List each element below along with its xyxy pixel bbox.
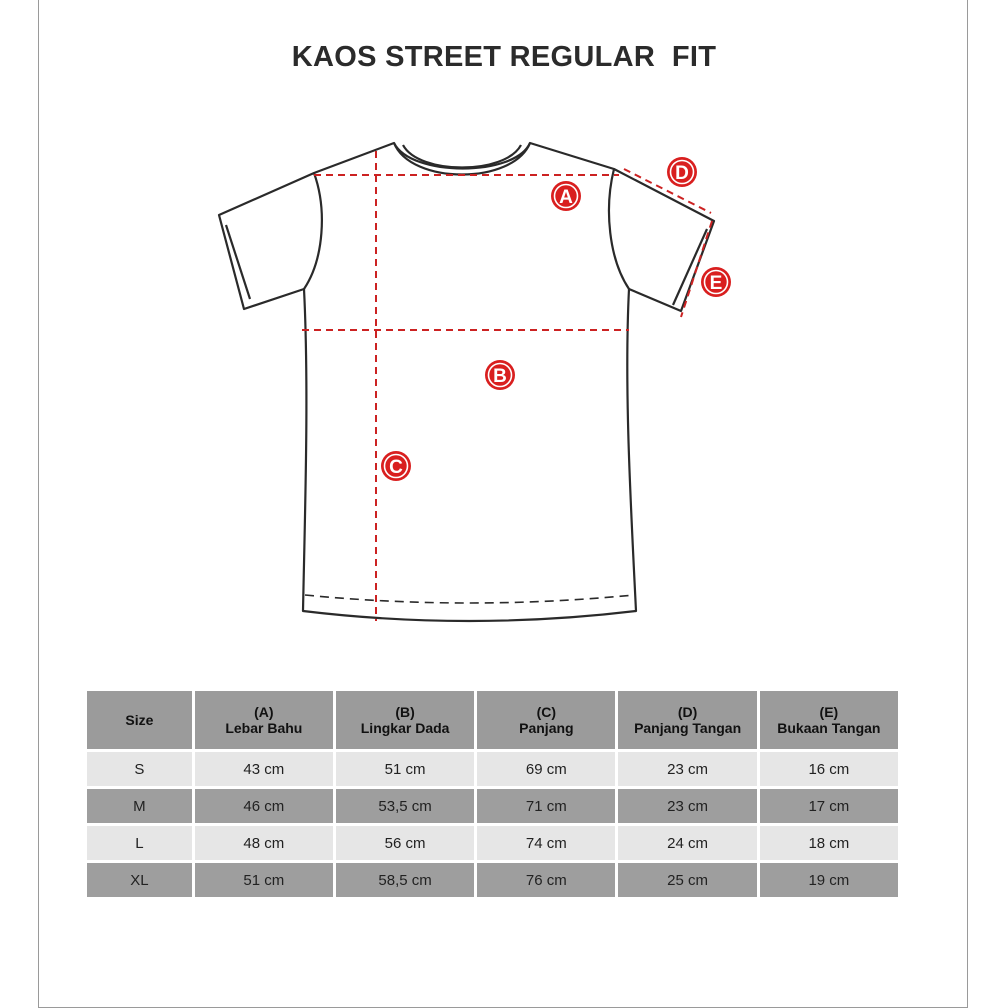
tshirt-outline	[219, 143, 714, 621]
header-panjang-tangan: (D) Panjang Tangan	[618, 691, 756, 749]
cell-panjang-tangan: 25 cm	[618, 863, 756, 897]
cell-size: M	[87, 789, 192, 823]
label-d	[667, 157, 697, 187]
table-row	[87, 789, 898, 823]
cell-size: L	[87, 826, 192, 860]
cell-bukaan-tangan: 16 cm	[760, 752, 898, 786]
cell-lebar-bahu: 43 cm	[195, 752, 333, 786]
size-chart-frame	[38, 0, 968, 1008]
cell-size: XL	[87, 863, 192, 897]
svg-text:A: A	[559, 187, 573, 208]
svg-text:D: D	[675, 163, 689, 184]
label-c	[381, 451, 411, 481]
label-e	[701, 267, 731, 297]
header-bukaan-tangan: (E) Bukaan Tangan	[760, 691, 898, 749]
table-row	[87, 826, 898, 860]
cell-lebar-bahu: 48 cm	[195, 826, 333, 860]
size-table	[84, 688, 901, 900]
cell-panjang-tangan: 23 cm	[618, 752, 756, 786]
cell-panjang: 69 cm	[477, 752, 615, 786]
cell-lingkar-dada: 56 cm	[336, 826, 474, 860]
cell-lingkar-dada: 53,5 cm	[336, 789, 474, 823]
cell-lingkar-dada: 51 cm	[336, 752, 474, 786]
cell-panjang: 76 cm	[477, 863, 615, 897]
cell-bukaan-tangan: 18 cm	[760, 826, 898, 860]
cell-panjang: 71 cm	[477, 789, 615, 823]
cell-panjang-tangan: 24 cm	[618, 826, 756, 860]
line-e-opening	[681, 221, 712, 317]
cell-bukaan-tangan: 19 cm	[760, 863, 898, 897]
cell-panjang: 74 cm	[477, 826, 615, 860]
cell-lingkar-dada: 58,5 cm	[336, 863, 474, 897]
svg-text:E: E	[709, 273, 723, 294]
cell-lebar-bahu: 46 cm	[195, 789, 333, 823]
svg-text:C: C	[389, 457, 403, 478]
label-a	[551, 181, 581, 211]
cell-bukaan-tangan: 17 cm	[760, 789, 898, 823]
header-size: Size	[87, 691, 192, 749]
cell-panjang-tangan: 23 cm	[618, 789, 756, 823]
table-row	[87, 752, 898, 786]
table-row	[87, 863, 898, 897]
header-panjang: (C) Panjang	[477, 691, 615, 749]
page-title: KAOS STREET REGULAR FIT	[291, 41, 717, 73]
tshirt-diagram	[39, 0, 969, 659]
cell-lebar-bahu: 51 cm	[195, 863, 333, 897]
cell-size: S	[87, 752, 192, 786]
table-header-row	[87, 691, 898, 749]
header-lebar-bahu: (A) Lebar Bahu	[195, 691, 333, 749]
label-b	[485, 360, 515, 390]
svg-text:B: B	[493, 366, 507, 387]
header-lingkar-dada: (B) Lingkar Dada	[336, 691, 474, 749]
